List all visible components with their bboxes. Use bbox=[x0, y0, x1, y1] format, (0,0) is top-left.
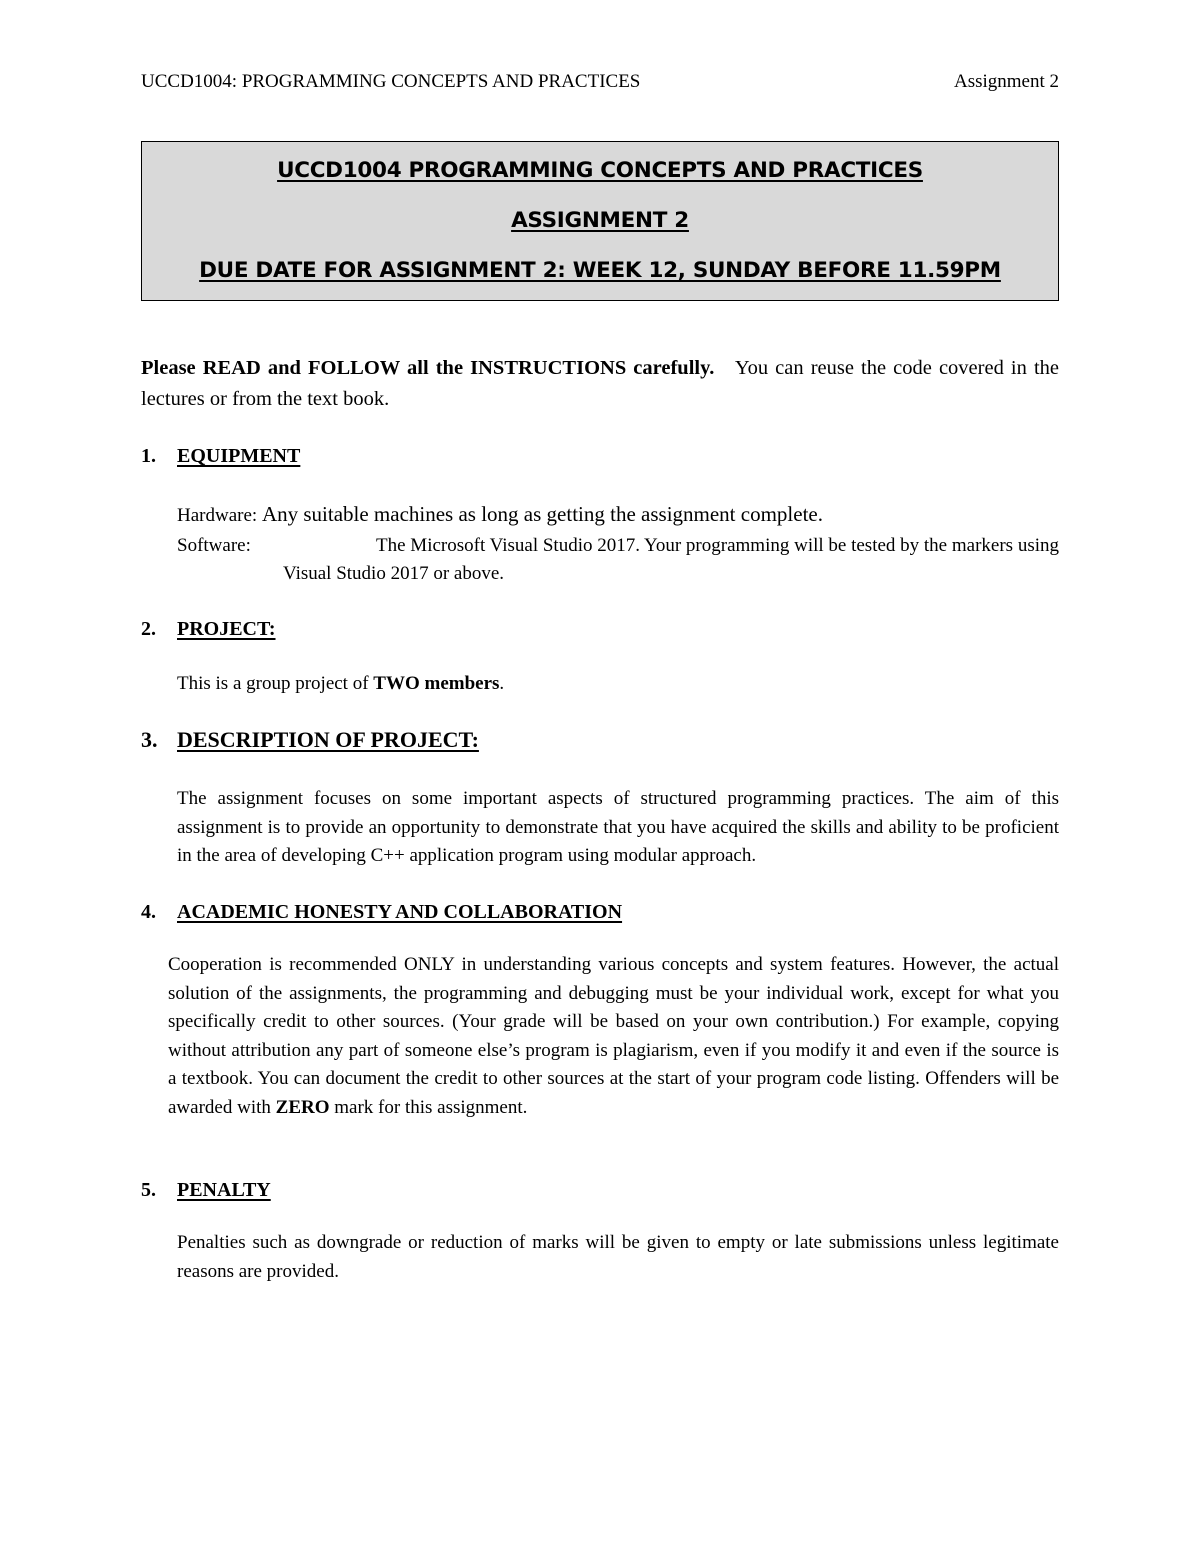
honesty-text-post: mark for this assignment. bbox=[334, 1096, 528, 1118]
section-heading-honesty bbox=[141, 900, 622, 924]
section-heading-penalty bbox=[141, 1178, 271, 1202]
honesty-text-pre: Cooperation is recommended ONLY in understanding various concepts and system features. However, the actual solution of the assignments, the programming and debugging must be your individual work, except for what you specifically credit to other sources. (Your grade will be based on your own contribution.) For example, copying without attribution any part of someone else’s program is plagiarism, even if you modify it and even if the source is a textbook. You can document the credit to other sources at the start of your program code listing. Offenders will be awarded with bbox=[168, 954, 1059, 1118]
section-title: PENALTY bbox=[177, 1179, 271, 1201]
intro-paragraph bbox=[141, 353, 1059, 415]
section-title: PROJECT: bbox=[177, 618, 276, 640]
section-heading-description bbox=[141, 728, 479, 752]
project-paragraph bbox=[177, 670, 1059, 699]
running-header bbox=[141, 70, 1059, 94]
project-text-post: . bbox=[499, 673, 505, 694]
title-assignment: ASSIGNMENT 2 bbox=[511, 208, 689, 233]
header-assignment: Assignment 2 bbox=[953, 71, 1059, 92]
hardware-label: Hardware: bbox=[177, 505, 258, 526]
project-text-pre: This is a group project of bbox=[177, 673, 369, 694]
description-paragraph: The assignment focuses on some important aspects of structured programming practices. The aim of this assignment is to provide an opportunity to demonstrate that you have acquired the skills and ability to be proficient in the area of developing C++ application program using modular approach. bbox=[177, 788, 1059, 866]
title-due-date: DUE DATE FOR ASSIGNMENT 2: WEEK 12, SUNDAY BEFORE 11.59PM bbox=[199, 258, 1001, 283]
title-course: UCCD1004 PROGRAMMING CONCEPTS AND PRACTICES bbox=[277, 158, 923, 183]
section-title: EQUIPMENT bbox=[177, 445, 301, 467]
software-label: Software: bbox=[177, 535, 251, 556]
section-heading-project bbox=[141, 617, 276, 641]
section-number: 4. bbox=[141, 901, 156, 923]
software-text-a: The Microsoft Visual Studio 2017. Your programming will be tested by the markers using bbox=[376, 535, 1059, 556]
section-title: ACADEMIC HONESTY AND COLLABORATION bbox=[177, 901, 623, 923]
project-text-bold: TWO members bbox=[373, 673, 500, 694]
header-course: UCCD1004: PROGRAMMING CONCEPTS AND PRACTICES bbox=[141, 71, 641, 92]
section-title: DESCRIPTION OF PROJECT: bbox=[177, 727, 479, 752]
software-line bbox=[177, 532, 1059, 588]
section-number: 1. bbox=[141, 445, 156, 467]
section-number: 3. bbox=[141, 727, 158, 752]
title-box bbox=[141, 141, 1059, 301]
hardware-text: Any suitable machines as long as getting the assignment complete. bbox=[261, 502, 823, 526]
section-number: 5. bbox=[141, 1179, 156, 1201]
intro-rest: You can reuse the code covered in the lectures or from the text book. bbox=[141, 357, 1059, 410]
hardware-line bbox=[177, 501, 823, 529]
section-heading-equipment bbox=[141, 444, 300, 468]
honesty-text-bold: ZERO bbox=[275, 1096, 330, 1118]
section-number: 2. bbox=[141, 618, 156, 640]
software-text-b: Visual Studio 2017 or above. bbox=[283, 563, 505, 584]
intro-bold: Please READ and FOLLOW all the INSTRUCTIONS carefully. bbox=[141, 357, 715, 379]
honesty-paragraph bbox=[168, 951, 1059, 1122]
penalty-paragraph: Penalties such as downgrade or reduction of marks will be given to empty or late submissions unless legitimate reasons are provided. bbox=[177, 1232, 1059, 1282]
